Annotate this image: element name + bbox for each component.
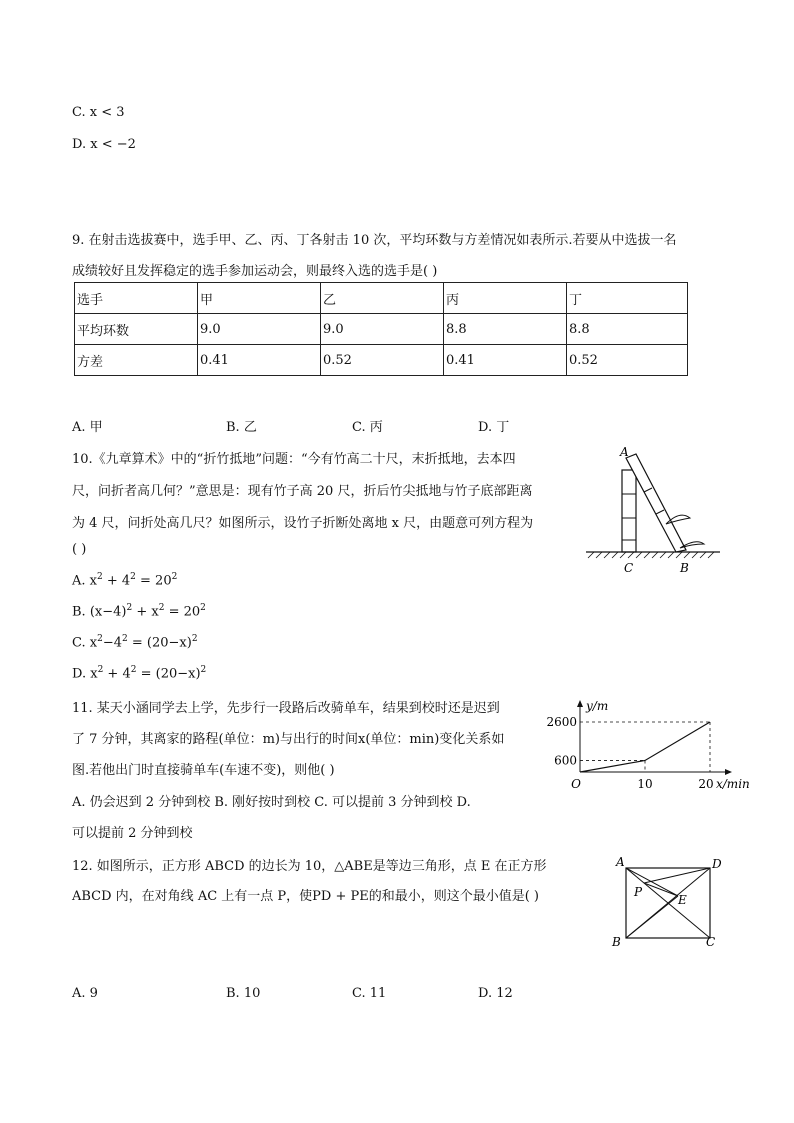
exponent: 2 (126, 603, 133, 613)
point-label-e: E (678, 893, 687, 907)
q11-distance-time-chart (540, 690, 750, 800)
table-row (75, 314, 688, 345)
q12-option-c: C. 11 (352, 986, 387, 1001)
table-cell: 丙 (444, 283, 567, 314)
q10-option-c (72, 634, 198, 650)
table-cell: 8.8 (444, 314, 567, 345)
q12-option-d: D. 12 (478, 986, 513, 1001)
opt-part: + x (132, 604, 159, 620)
q12-option-b: B. 10 (226, 986, 261, 1001)
q11-stem-line5: 可以提前 2 分钟到校 (72, 826, 193, 841)
segment-be (626, 896, 678, 938)
opt-part: = 20 (135, 573, 172, 589)
exponent: 2 (191, 634, 198, 644)
q10-option-a (72, 572, 177, 588)
q11-stem-line2: 了 7 分钟，其离家的路程(单位：m)与出行的时间x(单位：min)变化关系如 (72, 732, 505, 747)
y-tick-label: 600 (554, 753, 577, 768)
opt-part: C. x (72, 635, 98, 651)
q10-stem-line1: 10.《九章算术》中的“折竹抵地”问题：“今有竹高二十尺，末折抵地，去本四 (72, 452, 516, 467)
table-cell: 8.8 (567, 314, 688, 345)
opt-part: + 4 (102, 573, 131, 589)
q9-option-b: B. 乙 (226, 420, 257, 435)
table-cell: 选手 (75, 283, 198, 314)
segment-pd (644, 868, 710, 883)
opt-part: = (20−x) (127, 635, 192, 651)
q10-stem-line2: 尺，问折者高几何？”意思是：现有竹子高 20 尺，折后竹尖抵地与竹子底部距离 (72, 484, 533, 499)
x-tick-label: 10 (637, 777, 653, 791)
exponent: 2 (97, 665, 104, 675)
exponent: 2 (96, 572, 103, 582)
segment-pe (644, 883, 678, 896)
table-cell: 9.0 (321, 314, 444, 345)
point-label-p: P (634, 885, 643, 899)
point-label-b: B (680, 561, 689, 575)
q8-option-d: D. x < −2 (72, 137, 136, 152)
point-label-c: C (706, 935, 716, 949)
opt-part: = (20−x) (136, 666, 201, 682)
opt-part: = 20 (164, 604, 201, 620)
q12-stem-line2: ABCD 内，在对角线 AC 上有一点 P，使PD + PE的和最小，则这个最小值是( ) (72, 889, 540, 904)
exponent: 2 (171, 572, 178, 582)
x-axis-label: x/min (716, 777, 750, 791)
exponent: 2 (200, 603, 206, 613)
q9-table (74, 282, 688, 376)
exponent: 2 (97, 634, 103, 644)
ground-hatching (588, 552, 714, 558)
q12-option-a: A. 9 (72, 986, 98, 1001)
q9-option-a: A. 甲 (72, 420, 103, 435)
opt-part: B. (x−4) (72, 604, 127, 620)
series-line (580, 722, 710, 772)
q12-stem-line1: 12. 如图所示，正方形 ABCD 的边长为 10，△ABE是等边三角形，点 E 在正方形 (72, 859, 547, 874)
exponent: 2 (122, 634, 128, 644)
table-row (75, 283, 688, 314)
point-label-c: C (624, 561, 634, 575)
exponent: 2 (158, 603, 165, 613)
point-label-a: A (620, 445, 629, 459)
q11-stem-line3: 图.若他出门时直接骑单车(车速不变)，则他( ) (72, 763, 335, 778)
q10-stem-line3: 为 4 尺，问折处高几尺？如图所示，设竹子折断处离地 x 尺，由题意可列方程为 (72, 516, 534, 531)
point-label-a: A (616, 855, 625, 869)
q8-option-c: C. x < 3 (72, 105, 125, 120)
y-axis-label: y/m (586, 699, 609, 713)
q10-stem-line4: ( ) (72, 542, 87, 557)
table-cell: 甲 (198, 283, 321, 314)
q9-option-d: D. 丁 (478, 420, 510, 435)
exponent: 2 (130, 572, 136, 582)
q11-stem-line1: 11. 某天小涵同学去上学，先步行一段路后改骑单车，结果到校时还是迟到 (72, 701, 500, 716)
bamboo-broken-part (626, 454, 686, 552)
y-tick-label: 2600 (546, 715, 577, 729)
table-cell: 0.41 (444, 345, 567, 376)
q9-stem-line2: 成绩较好且发挥稳定的选手参加运动会，则最终入选的选手是( ) (72, 264, 438, 279)
opt-part: A. x (72, 573, 97, 589)
opt-part: D. x (72, 666, 98, 682)
q10-option-b (72, 603, 206, 619)
table-cell: 0.41 (198, 345, 321, 376)
table-cell: 0.52 (321, 345, 444, 376)
opt-part: + 4 (103, 666, 131, 682)
q9-option-c: C. 丙 (352, 420, 383, 435)
point-label-d: D (712, 857, 722, 871)
q10-bamboo-figure (580, 440, 730, 580)
x-axis-arrow-icon (725, 769, 732, 775)
table-cell: 方差 (75, 345, 198, 376)
table-cell: 9.0 (198, 314, 321, 345)
q11-stem-line4: A. 仍会迟到 2 分钟到校 B. 刚好按时到校 C. 可以提前 3 分钟到校 D. (72, 795, 471, 810)
q9-stem-line1: 9. 在射击选拔赛中，选手甲、乙、丙、丁各射击 10 次，平均环数与方差情况如表所示.若要从中选拔一名 (72, 233, 677, 248)
exponent: 2 (130, 665, 137, 675)
table-cell: 0.52 (567, 345, 688, 376)
table-row (75, 345, 688, 376)
q12-square-figure (606, 852, 730, 952)
opt-part: −4 (102, 635, 122, 651)
x-tick-label: 20 (698, 777, 714, 791)
table-cell: 丁 (567, 283, 688, 314)
q10-option-d (72, 665, 206, 681)
exponent: 2 (200, 665, 207, 675)
table-cell: 乙 (321, 283, 444, 314)
point-label-b: B (612, 935, 621, 949)
y-axis-arrow-icon (577, 700, 583, 707)
table-cell: 平均环数 (75, 314, 198, 345)
origin-label: O (571, 777, 581, 791)
